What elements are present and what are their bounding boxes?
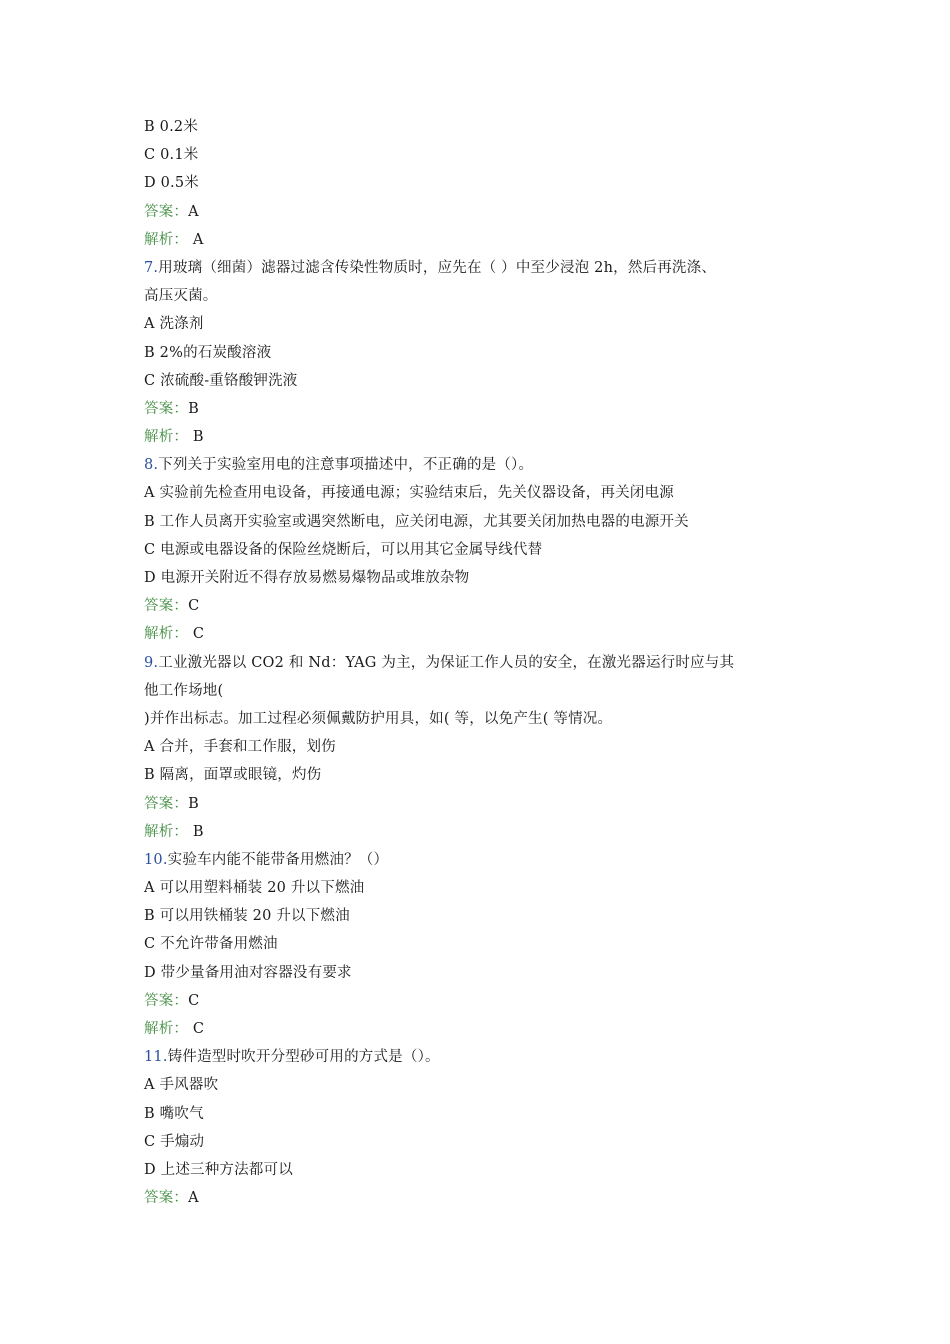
- question-10-stem: [144, 846, 824, 874]
- option-a-q10: A 可以用塑料桶装 20 升以下燃油: [144, 880, 365, 897]
- option-c-q10: C 不允许带备用燃油: [144, 936, 278, 953]
- analysis-value: B: [188, 823, 204, 840]
- option-a-q9: A 合并，手套和工作服，划伤: [144, 739, 336, 756]
- analysis-q8: [144, 620, 824, 648]
- answer-label: 答案：: [144, 1190, 189, 1207]
- answer-q8: [144, 592, 824, 620]
- answer-value: B: [188, 795, 199, 812]
- question-9-stem-cont2: )并作出标志。加工过程必须佩戴防护用具，如( 等，以免产生( 等情况。: [144, 710, 613, 727]
- answer-value: A: [188, 203, 199, 220]
- option-b-q9: B 隔离，面罩或眼镜，灼伤: [144, 767, 322, 784]
- option-d-q6: D 0.5米: [144, 175, 199, 192]
- answer-value: A: [188, 1190, 199, 1207]
- question-text: 用玻璃（细菌）滤器过滤含传染性物质时，应先在（ ）中至少浸泡 2h，然后再洗涤、: [158, 259, 717, 276]
- analysis-q7: [144, 423, 824, 451]
- question-number: 8.: [144, 457, 159, 474]
- question-text: 下列关于实验室用电的注意事项描述中，不正确的是（）。: [158, 457, 534, 474]
- analysis-label: 解析：: [144, 429, 189, 446]
- option-c-q8: C 电源或电器设备的保险丝烧断后，可以用其它金属导线代替: [144, 541, 543, 558]
- question-text: 工业激光器以 CO2 和 Nd：YAG 为主，为保证工作人员的安全，在激光器运行时应与其: [158, 654, 735, 671]
- analysis-label: 解析：: [144, 823, 189, 840]
- answer-label: 答案：: [144, 795, 189, 812]
- option-c-q7: C 浓硫酸-重铬酸钾洗液: [144, 372, 298, 389]
- answer-value: C: [188, 598, 200, 615]
- answer-q11: [144, 1184, 824, 1212]
- option-d-q8: D 电源开关附近不得存放易燃易爆物品或堆放杂物: [144, 570, 470, 586]
- answer-label: 答案：: [144, 400, 189, 417]
- analysis-value: B: [188, 429, 204, 446]
- document-page: [144, 113, 824, 1212]
- answer-q7: [144, 395, 824, 423]
- analysis-label: 解析：: [144, 1021, 189, 1037]
- answer-q10: [144, 987, 824, 1015]
- question-11-stem: [144, 1043, 824, 1071]
- analysis-label: 解析：: [144, 231, 189, 248]
- question-9-stem-cont: 他工作场地(: [144, 682, 224, 699]
- analysis-q6: [144, 226, 824, 254]
- option-b-q8: B 工作人员离开实验室或遇突然断电，应关闭电源，尤其要关闭加热电器的电源开关: [144, 513, 689, 530]
- analysis-q9: [144, 818, 824, 846]
- analysis-value: A: [188, 231, 204, 248]
- answer-value: B: [188, 400, 199, 417]
- option-c-q11: C 手煽动: [144, 1133, 205, 1150]
- option-b-q6: B 0.2米: [144, 119, 199, 135]
- question-number: 10.: [144, 851, 168, 868]
- analysis-label: 解析：: [144, 626, 189, 643]
- answer-q9: [144, 790, 824, 818]
- question-number: 9.: [144, 654, 159, 671]
- question-number: 11.: [144, 1049, 168, 1066]
- question-text: 实验车内能不能带备用燃油？（）: [167, 851, 389, 868]
- question-8-stem: [144, 451, 824, 479]
- option-a-q7: A 洗涤剂: [144, 316, 204, 333]
- answer-value: C: [188, 992, 200, 1009]
- answer-q6: [144, 198, 824, 226]
- answer-label: 答案：: [144, 203, 189, 220]
- analysis-value: C: [188, 1021, 205, 1037]
- option-d-q11: D 上述三种方法都可以: [144, 1161, 293, 1178]
- option-b-q7: B 2%的石炭酸溶液: [144, 344, 272, 361]
- option-b-q10: B 可以用铁桶装 20 升以下燃油: [144, 908, 350, 925]
- option-c-q6: C 0.1米: [144, 147, 199, 164]
- option-b-q11: B 嘴吹气: [144, 1105, 204, 1122]
- question-number: 7.: [144, 259, 159, 276]
- answer-label: 答案：: [144, 598, 189, 615]
- question-7-stem: [144, 254, 824, 282]
- question-7-stem-cont: 高压灭菌。: [144, 288, 218, 305]
- option-a-q8: A 实验前先检查用电设备，再接通电源；实验结束后，先关仪器设备，再关闭电源: [144, 485, 674, 502]
- option-d-q10: D 带少量备用油对容器没有要求: [144, 964, 352, 981]
- question-text: 铸件造型时吹开分型砂可用的方式是（）。: [167, 1049, 440, 1066]
- option-a-q11: A 手风器吹: [144, 1077, 219, 1094]
- analysis-q10: [144, 1015, 824, 1043]
- analysis-value: C: [188, 626, 205, 643]
- question-9-stem: [144, 649, 824, 677]
- answer-label: 答案：: [144, 992, 189, 1009]
